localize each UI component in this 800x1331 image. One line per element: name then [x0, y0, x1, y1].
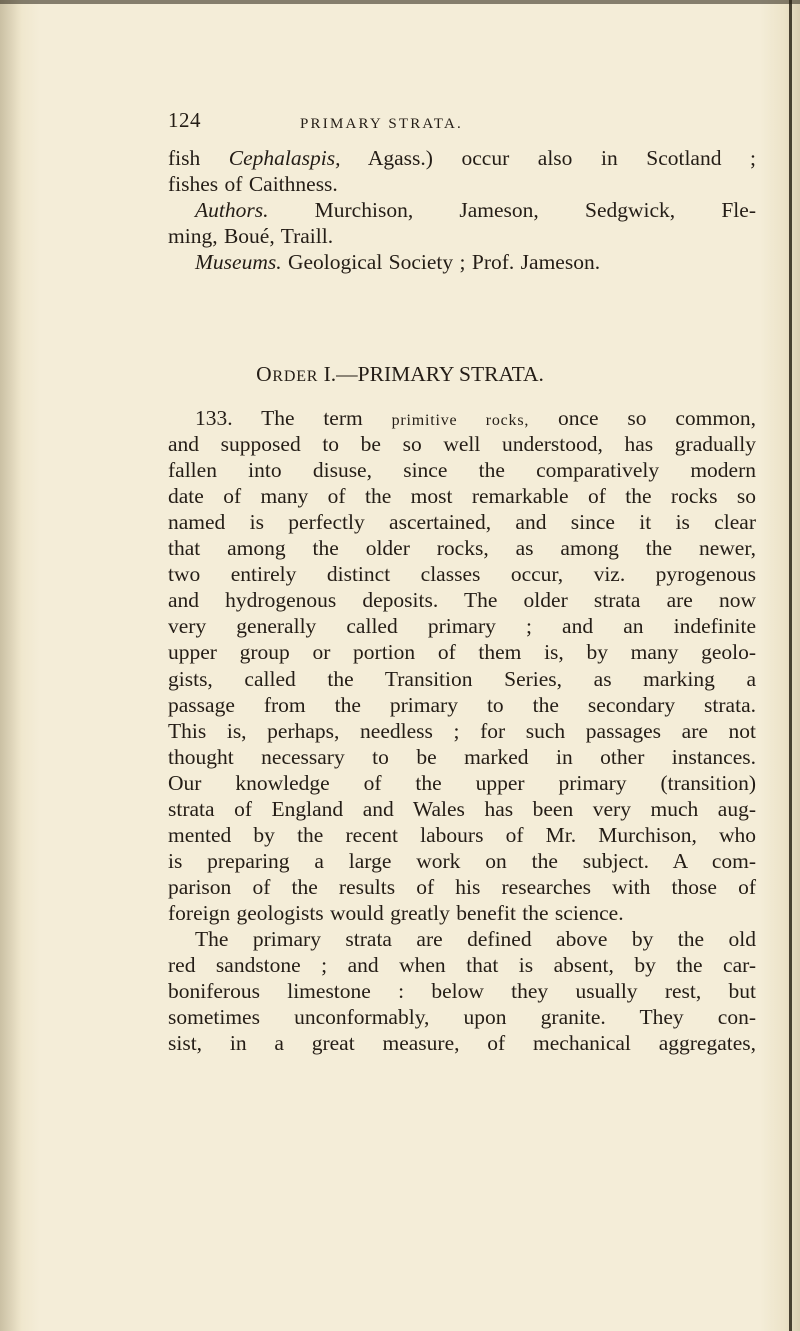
text-line: gists, called the Transition Series, as marking a: [168, 666, 756, 691]
binding-shadow: [0, 0, 22, 1331]
museums-line: Museums. Geological Society ; Prof. Jameson.: [195, 250, 601, 274]
text-line: that among the older rocks, as among the newer,: [168, 536, 756, 561]
text-line: named is perfectly ascertained, and since it is clear: [168, 510, 756, 535]
text-line: passage from the primary to the secondary strata.: [168, 692, 756, 717]
museums-label: Museums.: [195, 250, 282, 274]
section-heading: ORDER I.—PRIMARY STRATA.: [256, 362, 544, 386]
text-line: foreign geologists would greatly benefit the science.: [168, 900, 624, 925]
page-number: 124: [168, 108, 201, 132]
running-title: PRIMARY STRATA.: [300, 116, 463, 132]
authors-line: Authors. Murchison, Jameson, Sedgwick, Fle-: [195, 198, 756, 222]
paragraph-first-line: 133. The term primitive rocks, once so common,: [195, 406, 756, 430]
text-line: sometimes unconformably, upon granite. They con-: [168, 1005, 756, 1030]
text-line: sist, in a great measure, of mechanical aggregates,: [168, 1031, 756, 1056]
paragraph-first-line: The primary strata are defined above by the old: [195, 927, 756, 951]
text-line: fishes of Caithness.: [168, 172, 338, 196]
text-line: ming, Boué, Traill.: [168, 224, 334, 248]
text-line: mented by the recent labours of Mr. Murchison, who: [168, 822, 756, 847]
text-line: fish Cephalaspis, Agass.) occur also in Scotland ;: [168, 146, 756, 170]
text-line: parison of the results of his researches with those of: [168, 874, 756, 899]
text-line: This is, perhaps, needless ; for such passages are not: [168, 718, 756, 743]
text-line: fallen into disuse, since the comparatively modern: [168, 458, 756, 483]
text-line: red sandstone ; and when that is absent, by the car-: [168, 953, 756, 977]
text-line: and hydrogenous deposits. The older strata are now: [168, 588, 756, 613]
text-line: boniferous limestone : below they usually rest, but: [168, 979, 756, 1004]
page-right-edge: [789, 0, 792, 1331]
text-line: two entirely distinct classes occur, viz. pyrogenous: [168, 562, 756, 587]
text-line: and supposed to be so well understood, has gradually: [168, 432, 756, 457]
text-line: thought necessary to be marked in other instances.: [168, 744, 756, 769]
text-line: strata of England and Wales has been very much aug-: [168, 796, 756, 821]
authors-label: Authors.: [195, 198, 269, 222]
running-head: [0, 108, 800, 140]
text-line: is preparing a large work on the subject. A com-: [168, 848, 756, 873]
text-line: very generally called primary ; and an indefinite: [168, 614, 756, 639]
page-top-edge: [0, 0, 800, 4]
text-line: Our knowledge of the upper primary (transition): [168, 770, 756, 795]
text-line: date of many of the most remarkable of the rocks so: [168, 484, 756, 509]
paragraph-number: 133.: [195, 406, 233, 430]
text-line: upper group or portion of them is, by many geolo-: [168, 640, 756, 665]
